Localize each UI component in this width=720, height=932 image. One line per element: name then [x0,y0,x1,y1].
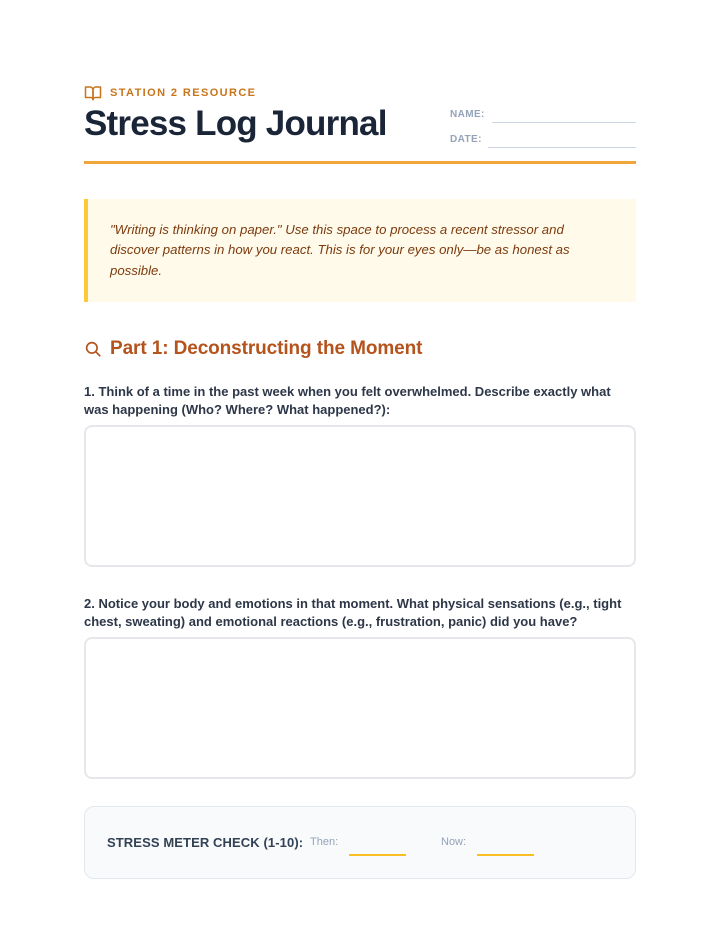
answer-box-2[interactable] [84,637,636,779]
station-eyebrow [84,84,256,102]
then-label: Then: [310,836,339,848]
name-label: NAME: [450,109,485,120]
worksheet-header [84,84,636,164]
stress-meter-card [84,806,636,879]
answer-box-1[interactable] [84,425,636,567]
student-info-fields [450,98,636,148]
page-title: Stress Log Journal [84,104,387,143]
then-rating-field[interactable] [349,854,406,856]
question-2: 2. Notice your body and emotions in that moment. What physical sensations (e.g., tight chest, sweating) and emotional reactions (e.g., frustration, panic) did you have? [84,596,622,629]
intro-quote-text: "Writing is thinking on paper." Use this space to process a recent stressor and discover patterns in how you react. This is for your eyes only—be as honest as possible. [110,222,570,278]
intro-callout [84,199,636,302]
name-row [450,98,636,123]
name-field[interactable] [492,106,636,123]
search-icon [84,340,102,358]
section-heading-part-1 [84,338,422,360]
date-field[interactable] [488,131,636,148]
book-open-icon [84,84,102,102]
question-1: 1. Think of a time in the past week when you felt overwhelmed. Describe exactly what was happening (Who? Where? What happened?): [84,384,611,417]
eyebrow-label: STATION 2 RESOURCE [110,87,257,99]
section-title: Part 1: Deconstructing the Moment [110,338,423,359]
stress-meter-label: STRESS METER CHECK (1-10): [107,835,304,850]
date-row [450,123,636,148]
date-label: DATE: [450,134,482,145]
now-rating-field[interactable] [477,854,534,856]
now-label: Now: [441,836,467,848]
